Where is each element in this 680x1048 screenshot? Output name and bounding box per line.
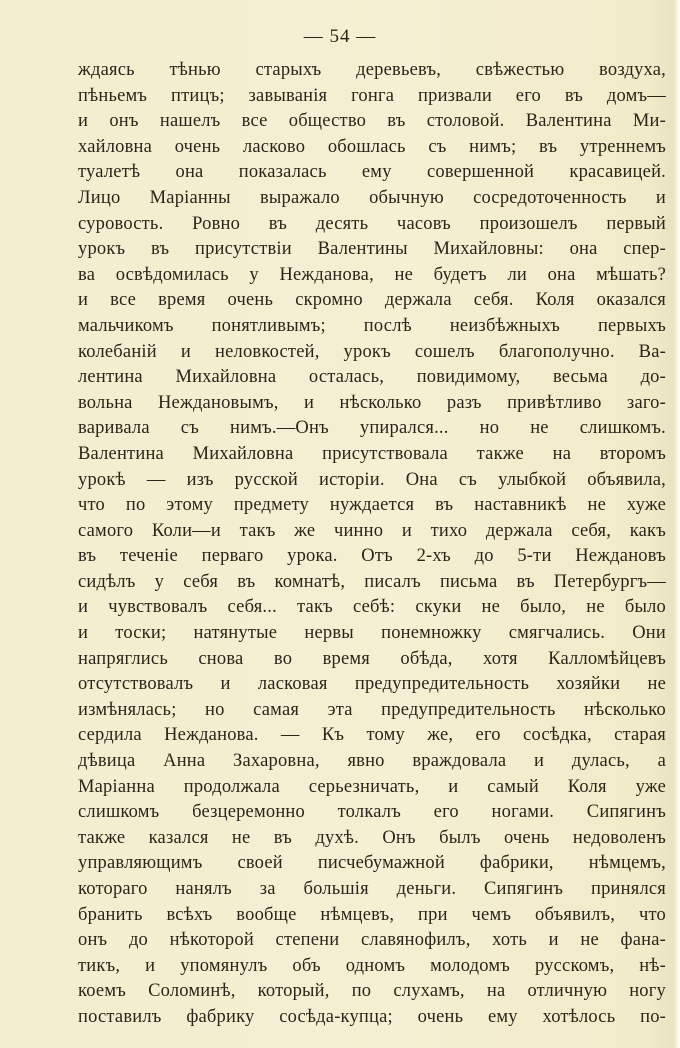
text-line: ва освѣдомилась у Нежданова, не будетъ ли она мѣшать? — [78, 264, 666, 285]
text-line: Лицо Маріанны выражало обычную сосредоточенность и — [78, 187, 666, 208]
body-text — [78, 58, 666, 1031]
text-line: тикъ, и упомянулъ объ одномъ молодомъ русскомъ, нѣ- — [78, 955, 666, 976]
text-line: мальчикомъ понятливымъ; послѣ неизбѣжныхъ первыхъ — [78, 315, 666, 336]
text-line: ждаясь тѣнью старыхъ деревьевъ, свѣжестью воздуха, — [78, 60, 666, 80]
text-line: урокѣ — изъ русской исторіи. Она съ улыбкой объявила, — [78, 469, 666, 490]
text-line: что по этому предмету нуждается въ наставникѣ не хуже — [78, 495, 666, 516]
text-line: бранить всѣхъ вообще нѣмцевъ, при чемъ объявилъ, что — [78, 904, 666, 925]
text-line: управляющимъ своей писчебумажной фабрики, нѣмцемъ, — [78, 853, 666, 874]
text-line: туалетѣ она показалась ему совершенной красавицей. — [78, 162, 666, 183]
text-line: варивала съ нимъ.—Онъ упирался... но не слишкомъ. — [78, 418, 666, 439]
text-line: напряглись снова во время обѣда, хотя Калломѣйцевъ — [78, 648, 666, 669]
text-line: сердила Нежданова. — Къ тому же, его сосѣдка, старая — [78, 725, 666, 746]
text-line: онъ до нѣкоторой степени славянофилъ, хоть и не фана- — [78, 930, 666, 951]
text-line: котораго нанялъ за большія деньги. Сипягинъ принялся — [78, 879, 666, 899]
text-line: отсутствовалъ и ласковая предупредительность хозяйки не — [78, 674, 666, 695]
page-number: — 54 — — [303, 26, 377, 47]
text-line: и все время очень скромно держала себя. Коля оказался — [78, 290, 666, 311]
text-line: также казался не въ духѣ. Онъ былъ очень недоволенъ — [78, 827, 666, 848]
text-line: и онъ нашелъ все общество въ столовой. Валентина Ми- — [78, 111, 666, 132]
text-line: пѣньемъ птицъ; завыванія гонга призвали его въ домъ— — [78, 85, 666, 106]
text-line: суровость. Ровно въ десять часовъ произошелъ первый — [78, 213, 666, 234]
text-line: хайловна очень ласково обошлась съ нимъ; въ утреннемъ — [78, 136, 666, 157]
text-line: сидѣлъ у себя въ комнатѣ, писалъ письма въ Петербургъ— — [78, 571, 666, 592]
text-line: и тоски; натянутые нервы понемножку смягчались. Они — [78, 623, 666, 644]
text-line: Маріанна продолжала серьезничать, и самый Коля уже — [78, 776, 666, 797]
text-line: измѣнялась; но самая эта предупредительность нѣсколько — [78, 699, 666, 720]
text-line: поставилъ фабрику сосѣда-купца; очень ему хотѣлось по- — [78, 1006, 666, 1027]
text-line: въ теченіе перваго урока. Отъ 2-хъ до 5-ти Неждановъ — [78, 546, 666, 567]
text-line: вольна Неждановымъ, и нѣсколько разъ привѣтливо заго- — [78, 392, 666, 413]
text-line: лентина Михайловна осталась, повидимому, весьма до- — [78, 367, 666, 388]
text-line: Валентина Михайловна присутствовала также на второмъ — [78, 443, 666, 464]
text-line: дѣвица Анна Захаровна, явно враждовала и дулась, а — [78, 751, 666, 772]
text-line: коемъ Соломинѣ, который, по слухамъ, на отличную ногу — [78, 981, 666, 1002]
text-line: урокъ въ присутствіи Валентины Михайловны: она спер- — [78, 239, 666, 260]
text-line: слишкомъ безцеремонно толкалъ его ногами. Сипягинъ — [78, 802, 666, 823]
page-edge — [674, 0, 680, 1048]
text-line: самого Коли—и такъ же чинно и тихо держала себя, какъ — [78, 520, 666, 541]
text-line: колебаній и неловкостей, урокъ сошелъ благополучно. Ва- — [78, 341, 666, 362]
text-line: и чувствовалъ себя... такъ себѣ: скуки не было, не было — [78, 597, 666, 618]
